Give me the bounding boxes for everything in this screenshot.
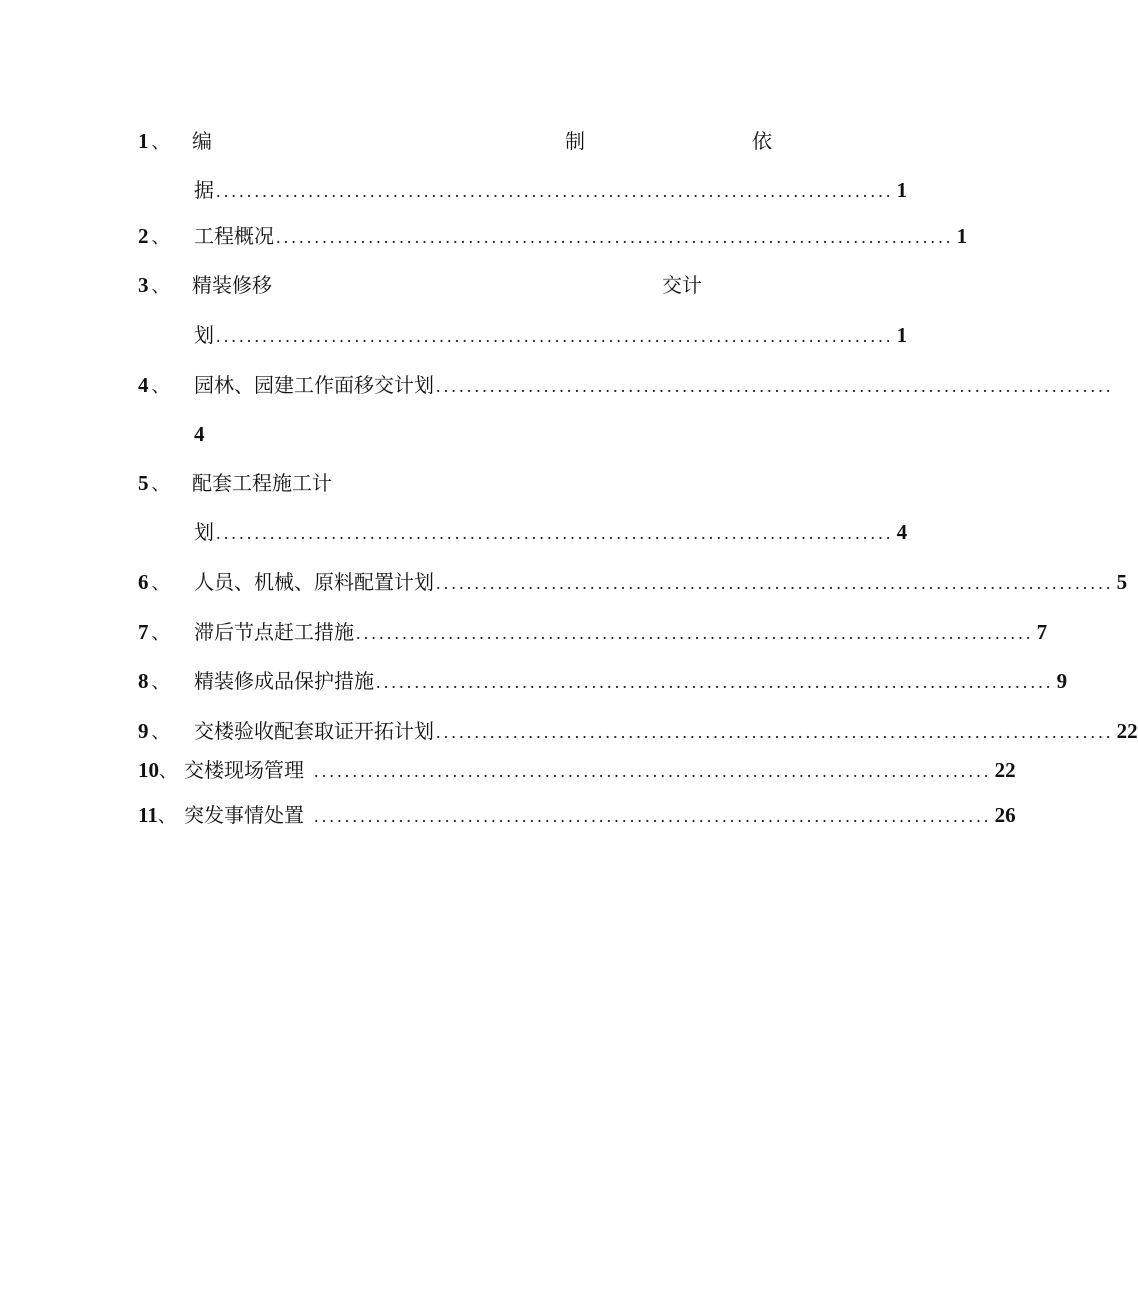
toc-entry-5[interactable] [138, 468, 778, 498]
toc-entry-7[interactable] [138, 617, 1048, 647]
toc-title-part: 交计 [662, 273, 702, 297]
toc-title-part: 精装修移 [192, 273, 272, 297]
toc-title-part: 制 [565, 129, 585, 153]
toc-title: 工程概况 [194, 224, 274, 248]
toc-entry-1[interactable] [138, 126, 778, 156]
toc-title: 交楼现场管理 [184, 758, 304, 782]
toc-number: 6 、 [138, 570, 170, 594]
toc-number: 2 、 [138, 224, 170, 248]
toc-entry-1-cont[interactable] [138, 175, 908, 205]
toc-number: 10、 [138, 758, 177, 782]
toc-entry-2[interactable] [138, 221, 968, 251]
toc-entry-3[interactable] [138, 270, 778, 300]
toc-number: 3 、 [138, 273, 170, 297]
toc-page-number: 22 [994, 758, 1016, 782]
toc-leader: ........................................................................................ [216, 326, 894, 346]
toc-entry-11[interactable] [138, 800, 1016, 830]
toc-title: 突发事情处置 [184, 803, 304, 827]
toc-page-number: 4 [896, 520, 908, 544]
toc-title-cont: 划 [194, 323, 214, 347]
toc-entry-6[interactable] [138, 567, 1128, 597]
toc-title: 园林、园建工作面移交计划 [194, 373, 434, 397]
toc-number: 11、 [138, 803, 176, 827]
toc-leader: ........................................................................................ [216, 181, 894, 201]
toc-entry-4-cont[interactable] [138, 419, 778, 449]
toc-page-number: 1 [956, 224, 968, 248]
toc-number: 1 、 [138, 129, 170, 153]
toc-leader: ........................................................................................ [314, 761, 992, 781]
toc-leader: ........................................................................................ [356, 623, 1034, 643]
toc-leader: ........................................................................................ [436, 573, 1114, 593]
toc-title-part: 依 [752, 129, 772, 153]
toc-title-cont: 划 [194, 520, 214, 544]
toc-page-number: 9 [1056, 669, 1068, 693]
toc-leader: ........................................................................................ [376, 672, 1054, 692]
toc-entry-4[interactable] [138, 370, 1114, 400]
toc-leader: ........................................................................................ [216, 523, 894, 543]
toc-title: 滞后节点赶工措施 [194, 620, 354, 644]
toc-title-part: 编 [192, 129, 212, 153]
toc-number: 9 、 [138, 719, 170, 743]
toc-page-number: 26 [994, 803, 1016, 827]
toc-title-cont: 据 [194, 178, 214, 202]
toc-number: 7 、 [138, 620, 170, 644]
toc-entry-3-cont[interactable] [138, 320, 908, 350]
toc-entry-5-cont[interactable] [138, 517, 908, 547]
toc-page-number: 1 [896, 323, 908, 347]
toc-entry-8[interactable] [138, 666, 1068, 696]
toc-page-number: 5 [1116, 570, 1128, 594]
toc-page-number: 1 [896, 178, 908, 202]
toc-number: 4 、 [138, 373, 170, 397]
toc-leader: ........................................................................................ [436, 376, 1114, 396]
toc-title: 精装修成品保护措施 [194, 669, 374, 693]
toc-leader: ........................................................................................ [436, 722, 1114, 742]
toc-leader: ........................................................................................ [314, 806, 992, 826]
toc-page-number: 22 [1116, 719, 1138, 743]
toc-entry-9[interactable] [138, 716, 1138, 746]
toc-number: 5 、 [138, 471, 170, 495]
toc-entry-10[interactable] [138, 755, 1016, 785]
toc-leader: ........................................................................................ [276, 227, 954, 247]
toc-title: 交楼验收配套取证开拓计划 [194, 719, 434, 743]
toc-number: 8 、 [138, 669, 170, 693]
toc-title: 人员、机械、原料配置计划 [194, 570, 434, 594]
toc-title: 配套工程施工计 [192, 471, 332, 495]
toc-page-number: 7 [1036, 620, 1048, 644]
toc-page-number: 4 [194, 422, 205, 446]
